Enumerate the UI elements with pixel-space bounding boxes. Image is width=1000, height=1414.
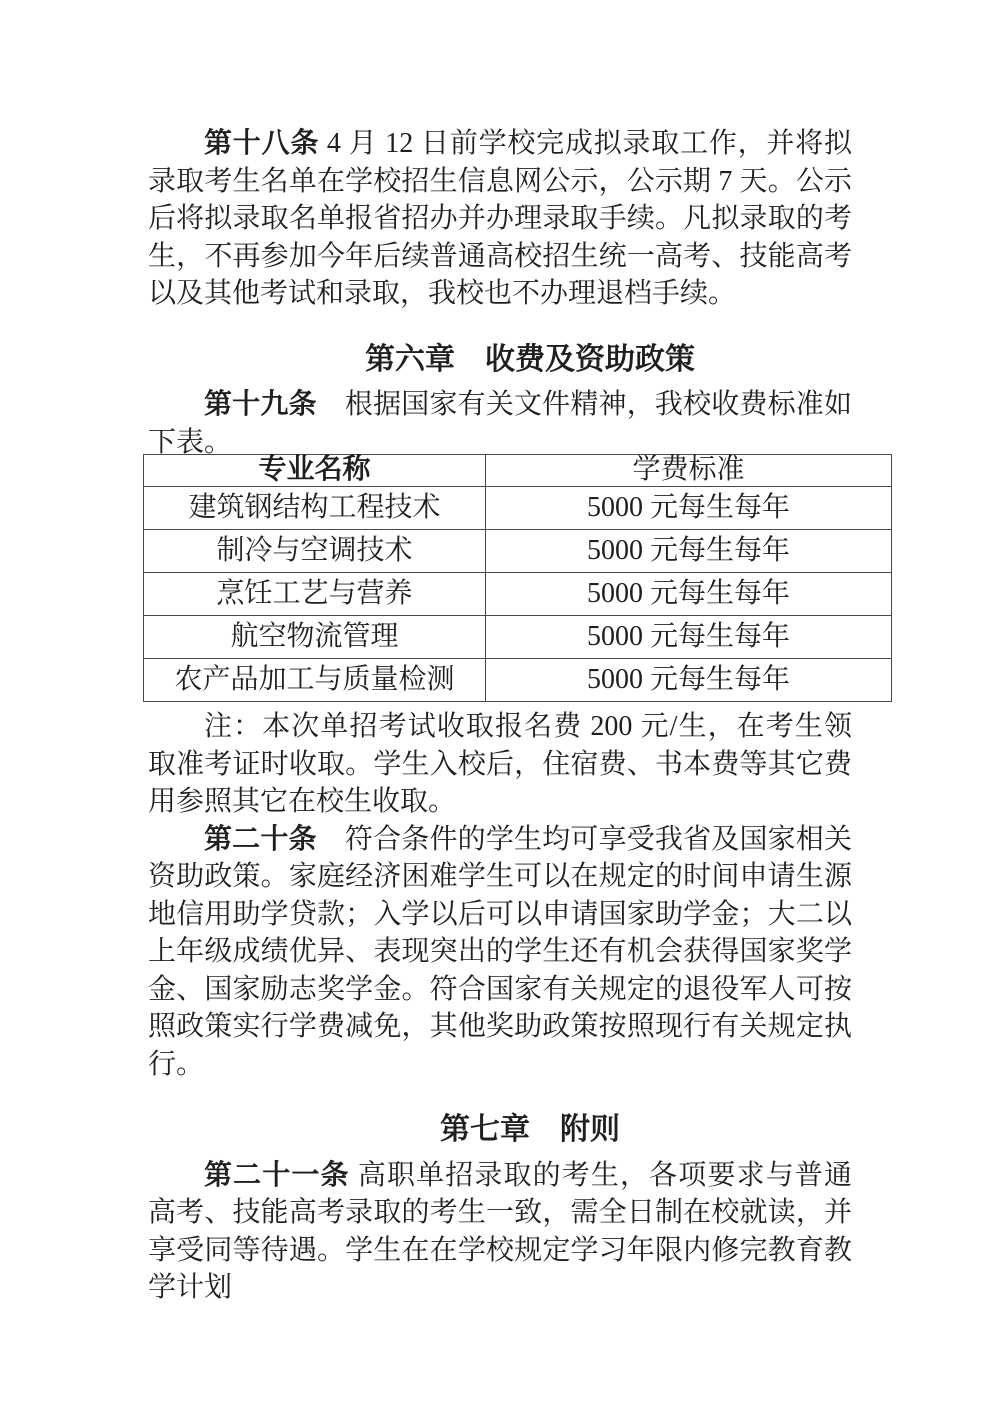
table-row: [144, 573, 892, 616]
chapter-6-heading: 第六章 收费及资助政策: [365, 342, 695, 376]
major-name-cell: 制冷与空调技术: [144, 530, 486, 573]
article-18-paragraph: [148, 125, 852, 313]
tuition-fee-table: [143, 454, 892, 702]
tuition-cell: 5000 元每生每年: [486, 530, 892, 573]
table-row: [144, 530, 892, 573]
major-name-cell: 农产品加工与质量检测: [144, 659, 486, 702]
page-content: [148, 125, 852, 1307]
article-21-paragraph: [148, 1157, 852, 1307]
article-18-label: 第十八条: [204, 128, 320, 159]
article-18-text: 4 月 12 日前学校完成拟录取工作，并将拟录取考生名单在学校招生信息网公示，公示期 7 天。公示后将拟录取名单报省招办并办理录取手续。凡拟录取的考生，不再参加今年后续普通高校招生统一高考、技能高考以及其他考试和录取，我校也不办理退档手续。: [148, 128, 852, 309]
major-name-cell: 烹饪工艺与营养: [144, 573, 486, 616]
table-header-row: [144, 455, 892, 487]
major-name-cell: 航空物流管理: [144, 616, 486, 659]
article-19-label: 第十九条: [204, 389, 317, 420]
tuition-cell: 5000 元每生每年: [486, 659, 892, 702]
note-paragraph: 注：本次单招考试收取报名费 200 元/生，在考生领取准考证时收取。学生入校后，住宿费、书本费等其它费用参照其它在校生收取。: [148, 711, 852, 817]
article-21-label: 第二十一条: [204, 1159, 350, 1191]
tuition-cell: 5000 元每生每年: [486, 487, 892, 530]
article-19-paragraph: [148, 386, 852, 461]
tuition-cell: 5000 元每生每年: [486, 573, 892, 616]
major-name-header: 专业名称: [144, 455, 486, 487]
article-20-text: 符合条件的学生均可享受我省及国家相关资助政策。家庭经济困难学生可以在规定的时间申请生源地信用助学贷款；入学以后可以申请国家助学金；大二以上年级成绩优异、表现突出的学生还有机会获得国家奖学金、国家励志奖学金。符合国家有关规定的退役军人可按照政策实行学费减免，其他奖助政策按照现行有关规定执行。: [148, 823, 852, 1080]
article-19-text: 根据国家有关文件精神，我校收费标准如下表。: [148, 389, 852, 458]
article-20-label: 第二十条: [204, 823, 317, 855]
tuition-standard-header: 学费标准: [486, 455, 892, 487]
article-20-paragraph: [148, 821, 852, 1084]
major-name-cell: 建筑钢结构工程技术: [144, 487, 486, 530]
article-21-text: 高职单招录取的考生，各项要求与普通高考、技能高考录取的考生一致，需全日制在校就读，并享受同等待遇。学生在在学校规定学习年限内修完教育教学计划: [148, 1159, 852, 1303]
table-row: [144, 487, 892, 530]
tuition-cell: 5000 元每生每年: [486, 616, 892, 659]
table-row: [144, 659, 892, 702]
chapter-7-heading: 第七章 附则: [440, 1113, 620, 1146]
table-row: [144, 616, 892, 659]
